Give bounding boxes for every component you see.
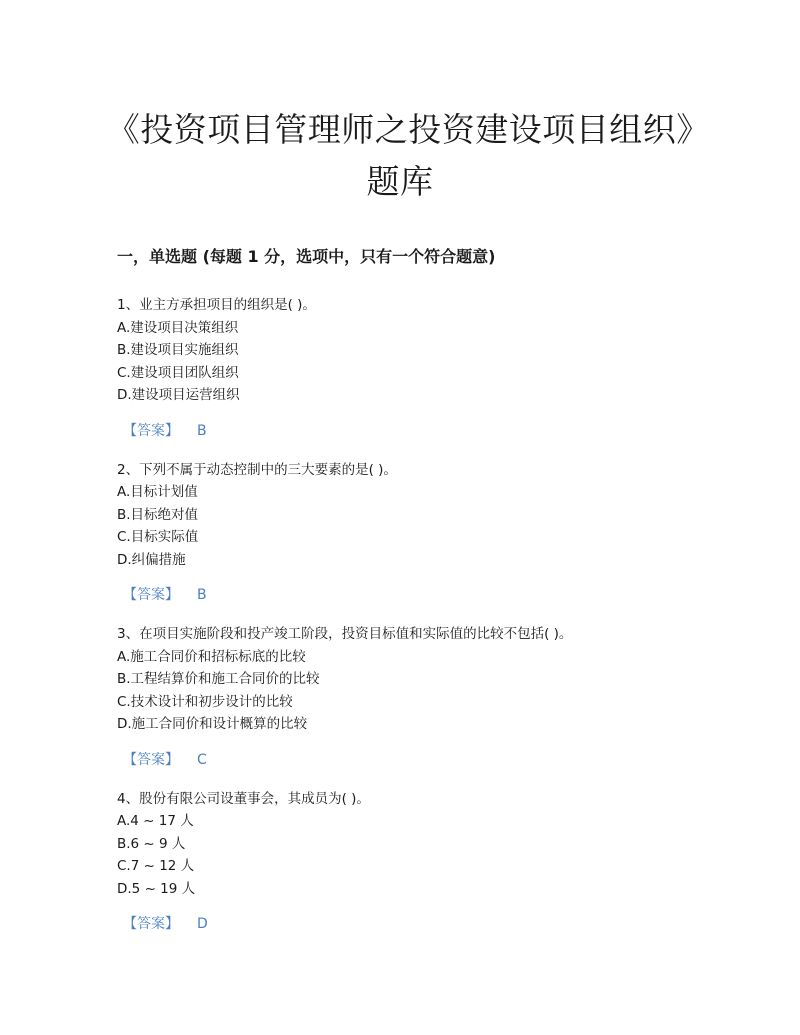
option-d: D.纠偏措施 — [117, 551, 186, 568]
option-a: A.建设项目决策组织 — [117, 319, 239, 336]
question-stem: 4、股份有限公司设董事会，其成员为( )。 — [117, 790, 370, 807]
question-3 — [117, 623, 697, 771]
option-c: C.7 ~ 12 人 — [117, 858, 195, 874]
option-c: C.建设项目团队组织 — [117, 364, 239, 381]
answer-value: B — [197, 422, 207, 439]
option-c: C.目标实际值 — [117, 529, 199, 545]
answer-value: D — [197, 916, 208, 932]
answer-label: 【答案】 — [123, 916, 179, 932]
question-2 — [117, 459, 697, 607]
answer-label: 【答案】 — [123, 422, 179, 439]
question-1 — [117, 294, 697, 442]
option-b: B.建设项目实施组织 — [117, 342, 239, 358]
option-d: D.建设项目运营组织 — [117, 387, 240, 403]
option-b: B.6 ~ 9 人 — [117, 835, 186, 852]
answer-line — [117, 749, 697, 771]
answer-label: 【答案】 — [123, 587, 179, 603]
answer-line — [117, 913, 697, 935]
answer-label: 【答案】 — [123, 751, 179, 768]
section-heading: 一，单选题 (每题 1 分，选项中，只有一个符合题意) — [117, 247, 496, 266]
answer-line — [117, 420, 697, 442]
option-c: C.技术设计和初步设计的比较 — [117, 693, 293, 710]
option-b: B.工程结算价和施工合同价的比较 — [117, 671, 320, 687]
option-d: D.施工合同价和设计概算的比较 — [117, 716, 308, 732]
option-a: A.施工合同价和招标标底的比较 — [117, 648, 306, 665]
answer-value: C — [197, 751, 207, 768]
option-a: A.目标计划值 — [117, 484, 198, 500]
answer-value: B — [197, 587, 207, 603]
answer-line — [117, 584, 697, 606]
question-stem: 3、在项目实施阶段和投产竣工阶段，投资目标值和实际值的比较不包括( )。 — [117, 626, 573, 642]
question-4 — [117, 788, 697, 936]
document-title: 《投资项目管理师之投资建设项目组织》题库 — [106, 110, 694, 201]
option-a: A.4 ~ 17 人 — [117, 813, 194, 829]
question-list — [117, 294, 697, 952]
question-stem: 2、下列不属于动态控制中的三大要素的是( )。 — [117, 461, 397, 478]
option-d: D.5 ~ 19 人 — [117, 880, 196, 897]
question-stem: 1、业主方承担项目的组织是( )。 — [117, 297, 316, 313]
option-b: B.目标绝对值 — [117, 506, 199, 523]
